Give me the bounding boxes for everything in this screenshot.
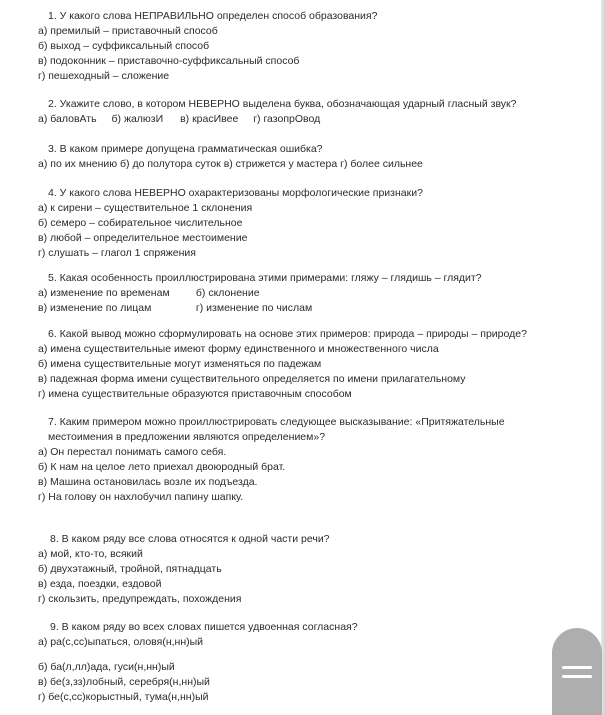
answer-option: г) слушать – глагол 1 спряжения [38,247,196,259]
answer-options-row [38,286,581,301]
answer-option: г) имена существительные образуются приставочным способом [38,388,352,400]
question-7 [38,415,581,505]
question-8 [38,532,581,607]
answer-option: б) выход – суффиксальный способ [38,40,210,52]
answer-option: б) склонение [195,287,260,299]
answer-options-line: а) по их мнению б) до полутора суток в) стрижется у мастера г) более сильнее [38,158,423,170]
question-title: 9. В каком ряду во всех словах пишется удвоенная согласная? [50,621,358,633]
answer-option: а) Он перестал понимать самого себя. [38,446,227,458]
question-title: 4. У какого слова НЕВЕРНО охарактеризованы морфологические признаки? [48,187,423,199]
answer-option: в) Машина остановилась возле их подъезда. [38,476,258,488]
answer-option: а) изменение по временам [38,287,170,299]
answer-option: б) двухэтажный, тройной, пятнадцать [38,563,222,575]
answer-option: б) имена существительные могут изменяться по падежам [38,358,322,370]
answer-option: г) пешеходный – сложение [38,70,170,82]
answer-option: в) изменение по лицам [38,302,152,314]
answer-option: б) ба(л,лл)ада, гуси(н,нн)ый [38,661,175,673]
answer-option: а) к сирени – существительное 1 склонения [38,202,253,214]
answer-option: в) красИвее [180,113,239,125]
answer-options-row [38,112,581,127]
answer-option: а) мой, кто-то, всякий [38,548,143,560]
answer-option: а) баловАть [38,113,97,125]
answer-option: б) семеро – собирательное числительное [38,217,243,229]
question-title: 8. В каком ряду все слова относятся к одной части речи? [50,533,330,545]
question-title: 3. В каком примере допущена грамматическая ошибка? [48,143,323,155]
scroll-handle-icon [562,675,592,678]
answer-option: в) подоконник – приставочно-суффиксальный способ [38,55,300,67]
answer-option: г) газопрОвод [253,113,321,125]
question-title: 6. Какой вывод можно сформулировать на основе этих примеров: природа – природы – природе? [48,328,527,340]
question-4 [38,186,581,261]
question-2 [38,97,581,127]
answer-option: б) К нам на целое лето приехал двоюродный брат. [38,461,286,473]
scroll-handle-icon [562,666,592,669]
scroll-handle-button[interactable] [552,628,602,715]
question-1 [38,9,581,84]
answer-options-row [38,301,581,316]
answer-option: б) жалюзИ [111,113,164,125]
answer-option: в) любой – определительное местоимение [38,232,248,244]
answer-option: в) бе(з,зз)лобный, серебря(н,нн)ый [38,676,210,688]
answer-option: а) имена существительные имеют форму единственного и множественного числа [38,343,439,355]
question-title: 2. Укажите слово, в котором НЕВЕРНО выделена буква, обозначающая ударный гласный звук? [48,98,517,110]
page-edge [601,0,606,715]
answer-option: а) премилый – приставочный способ [38,25,218,37]
question-5 [38,271,581,316]
answer-option: г) бе(с,сс)корыстный, тума(н,нн)ый [38,691,209,703]
question-9 [38,620,581,705]
question-title: 5. Какая особенность проиллюстрирована этими примерами: гляжу – глядишь – глядит? [48,272,482,284]
question-title: 7. Каким примером можно проиллюстрировать следующее высказывание: «Притяжательные местоимения в предложении являются определением»? [48,416,505,443]
question-6 [38,327,581,402]
answer-option: г) На голову он нахлобучил папину шапку. [38,491,244,503]
question-title: 1. У какого слова НЕПРАВИЛЬНО определен способ образования? [48,10,378,22]
question-3 [38,142,581,172]
answer-option: в) езда, поездки, ездовой [38,578,162,590]
answer-option: г) скользить, предупреждать, похождения [38,593,242,605]
answer-option: в) падежная форма имени существительного определяется по имени прилагательному [38,373,466,385]
answer-option: а) ра(с,сс)ыпаться, оловя(н,нн)ый [38,636,204,648]
answer-option: г) изменение по числам [195,302,313,314]
